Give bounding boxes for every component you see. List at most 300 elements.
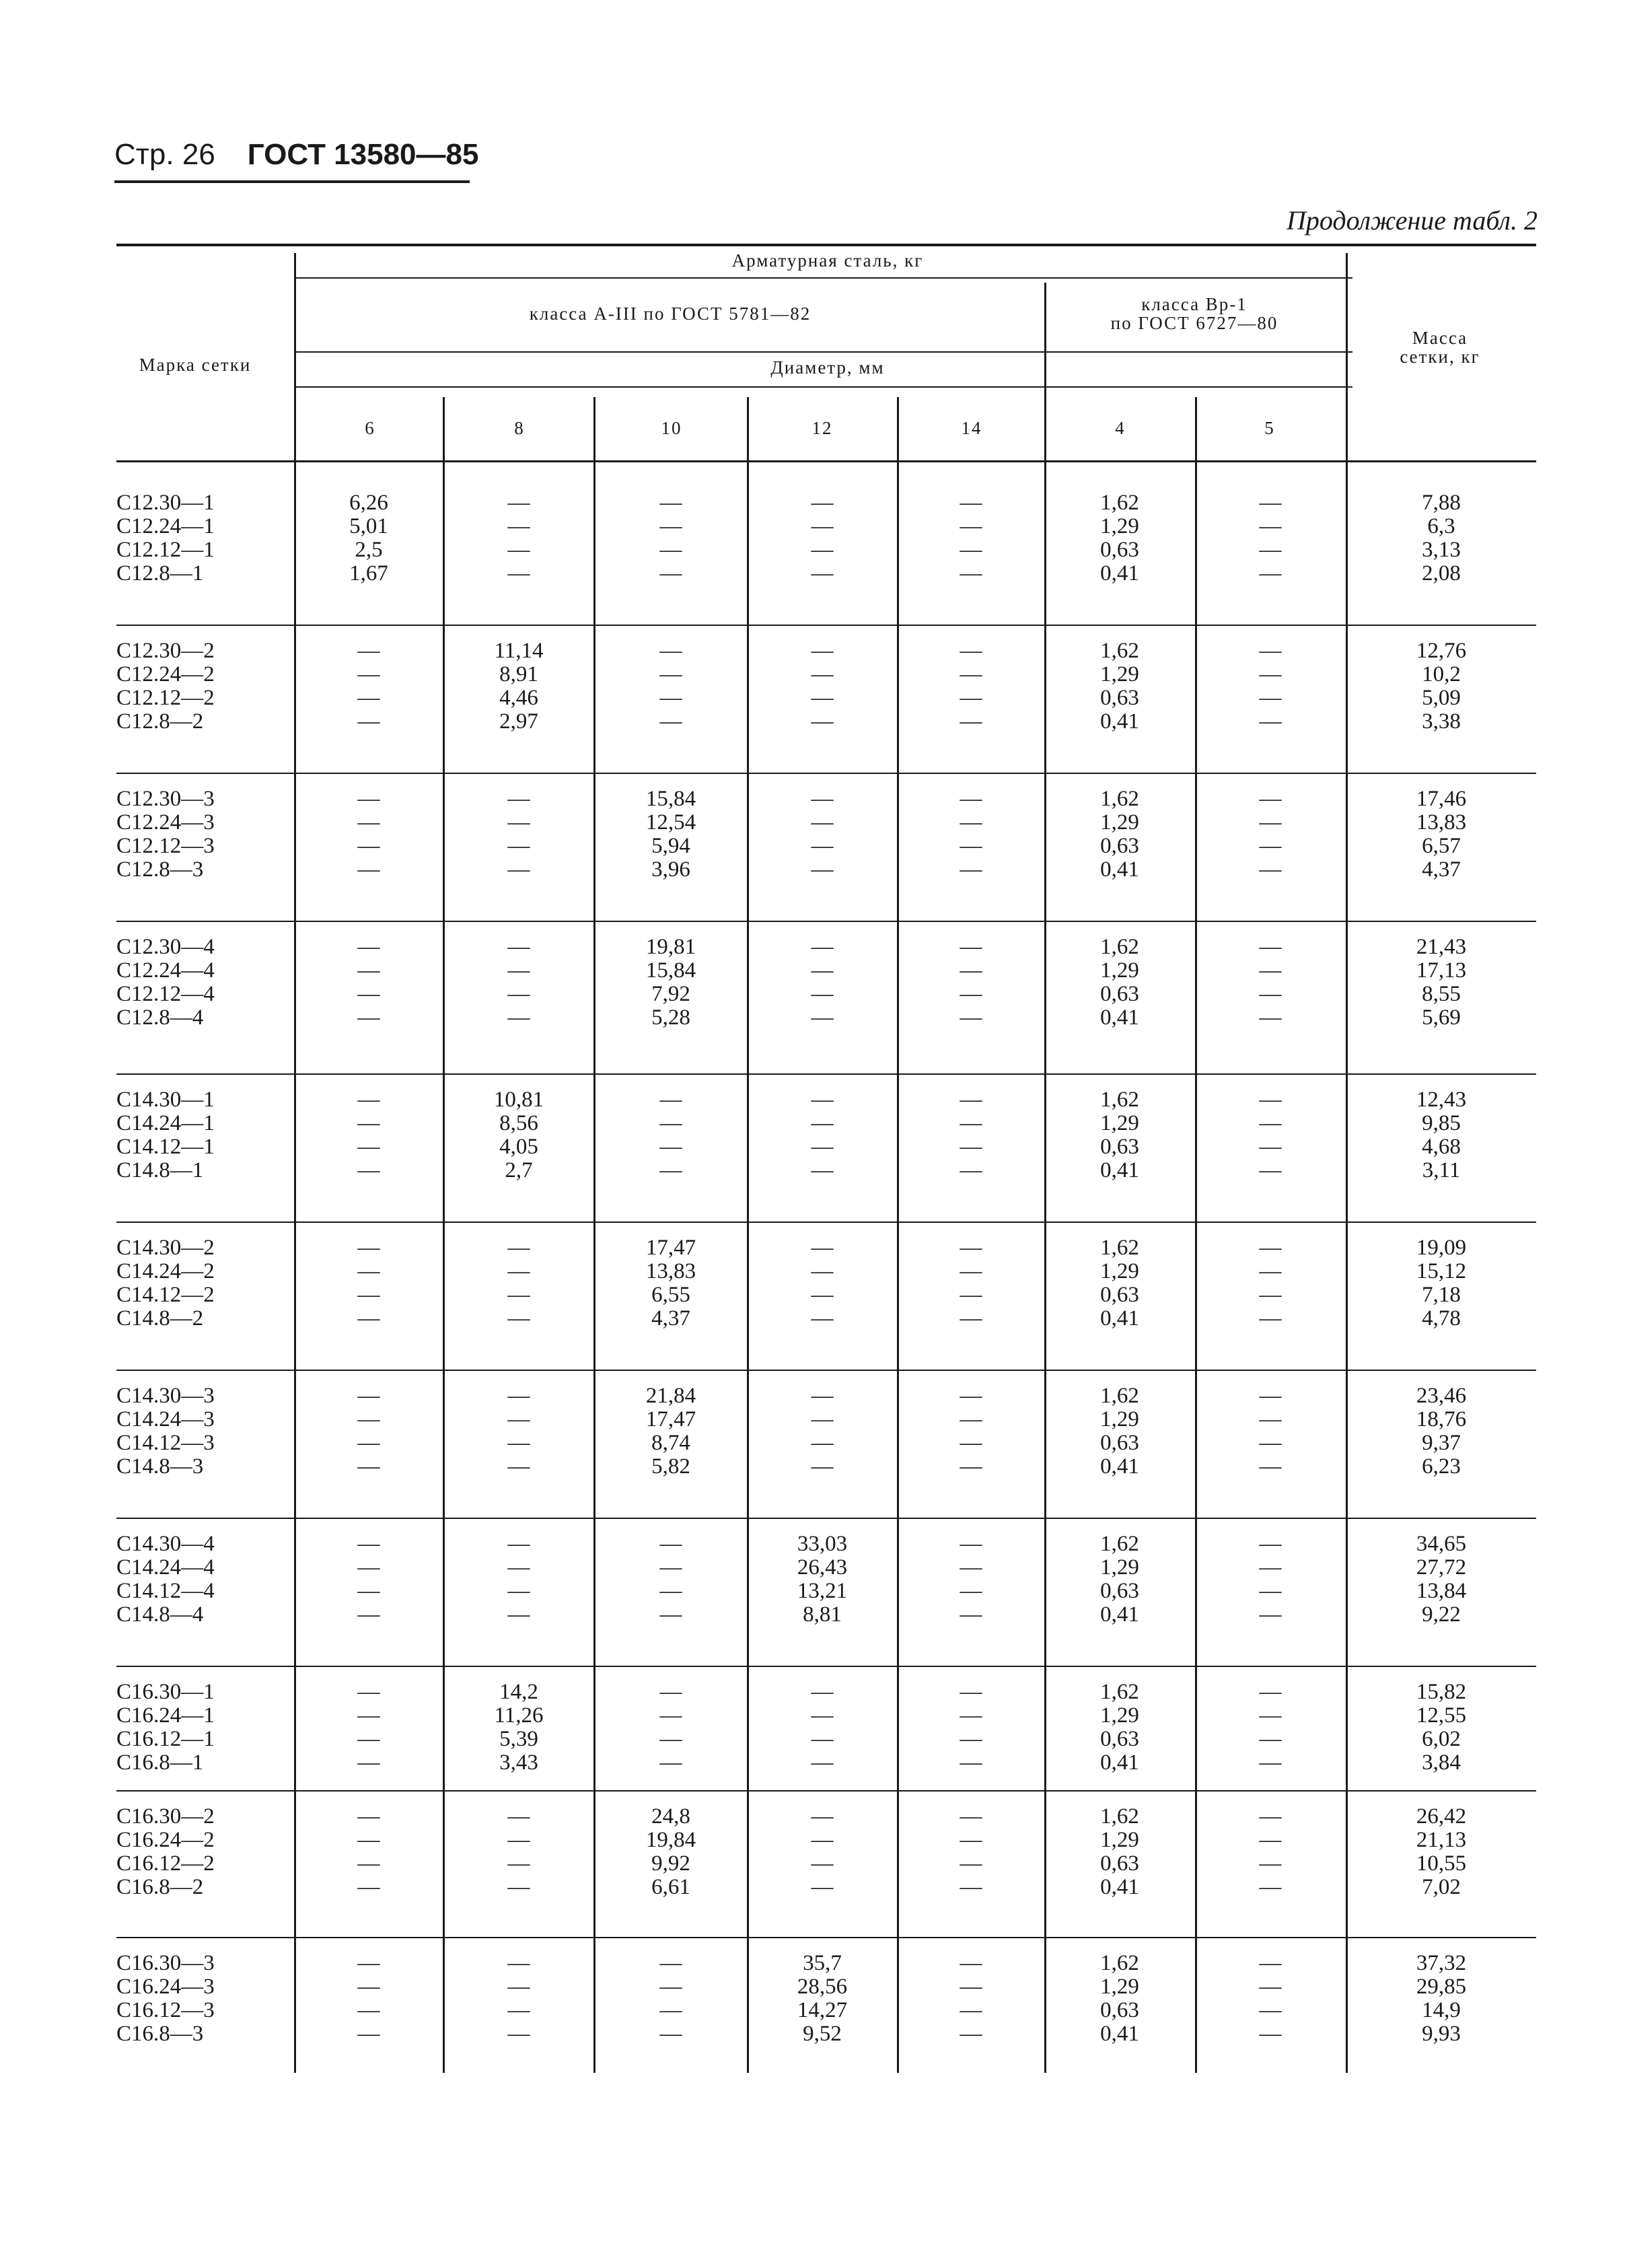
cell-d6: — (357, 857, 380, 882)
cell-d5: — (1259, 1851, 1282, 1876)
cell-d8: — (507, 787, 530, 811)
cell-mark: С12.12—2 (116, 686, 215, 710)
cell-d4: 0,63 (1100, 686, 1139, 710)
cell-d5: — (1259, 958, 1282, 983)
cell-d12: — (811, 935, 834, 959)
cell-d14: — (960, 1727, 982, 1751)
cell-mark: С14.8—3 (116, 1454, 204, 1479)
cell-d6: — (357, 1703, 380, 1728)
cell-d6: — (357, 1602, 380, 1627)
cell-d6: — (357, 686, 380, 710)
cell-d5: — (1259, 1135, 1282, 1159)
cell-d5: — (1259, 1555, 1282, 1580)
cell-d12: — (811, 1680, 834, 1704)
cell-d14: — (960, 1851, 982, 1876)
cell-d14: — (960, 834, 982, 858)
cell-d4: 0,41 (1100, 1602, 1139, 1627)
cell-d10: 5,94 (651, 834, 690, 858)
cell-d4: 0,41 (1100, 1750, 1139, 1775)
cell-d14: — (960, 1283, 982, 1307)
cell-mark: С12.8—3 (116, 857, 204, 882)
cell-d10: 8,74 (651, 1431, 690, 1455)
group-separator (116, 1370, 1536, 1371)
cell-d14: — (960, 491, 982, 515)
cell-mass: 6,23 (1422, 1454, 1461, 1479)
cell-d6: — (357, 1005, 380, 1030)
cell-d14: — (960, 639, 982, 663)
cell-mass: 9,85 (1422, 1111, 1461, 1135)
group-separator (116, 1790, 1536, 1792)
cell-d4: 1,29 (1100, 514, 1139, 538)
cell-d10: 3,96 (651, 857, 690, 882)
cell-d12: — (811, 1875, 834, 1899)
cell-d8: 5,39 (499, 1727, 538, 1751)
cell-d8: 3,43 (499, 1750, 538, 1775)
cell-d5: — (1259, 810, 1282, 835)
cell-d4: 0,63 (1100, 1579, 1139, 1603)
cell-d10: 17,47 (645, 1407, 696, 1431)
cell-d10: 7,92 (651, 982, 690, 1006)
cell-d14: — (960, 1532, 982, 1556)
cell-d10: 17,47 (645, 1236, 696, 1260)
cell-d5: — (1259, 1431, 1282, 1455)
cell-d12: — (811, 709, 834, 734)
cell-d8: — (507, 2022, 530, 2046)
cell-d5: — (1259, 1454, 1282, 1479)
cell-d5: — (1259, 491, 1282, 515)
cell-mass: 6,57 (1422, 834, 1461, 858)
cell-d4: 0,41 (1100, 709, 1139, 734)
cell-mark: С16.12—3 (116, 1998, 215, 2022)
cell-d10: 12,54 (645, 810, 696, 835)
cell-d4: 1,62 (1100, 787, 1139, 811)
cell-d5: — (1259, 2022, 1282, 2046)
cell-mass: 17,46 (1416, 787, 1467, 811)
cell-d6: — (357, 1828, 380, 1852)
cell-mass: 15,82 (1416, 1680, 1467, 1704)
cell-d8: — (507, 1283, 530, 1307)
cell-d8: 4,05 (499, 1135, 538, 1159)
cell-mark: С14.30—4 (116, 1532, 215, 1556)
cell-d5: — (1259, 514, 1282, 538)
column-rule-d12-d14 (897, 397, 899, 2073)
cell-d4: 1,29 (1100, 1555, 1139, 1580)
cell-d6: — (357, 1306, 380, 1331)
cell-d4: 0,41 (1100, 1005, 1139, 1030)
cell-d10: — (659, 1602, 682, 1627)
cell-mark: С14.8—2 (116, 1306, 204, 1331)
cell-d10: 19,84 (645, 1828, 696, 1852)
cell-mass: 17,13 (1416, 958, 1467, 983)
cell-mark: С12.30—4 (116, 935, 215, 959)
cell-d14: — (960, 810, 982, 835)
cell-d6: — (357, 958, 380, 983)
cell-d10: — (659, 514, 682, 538)
cell-d8: — (507, 1005, 530, 1030)
cell-d12: — (811, 561, 834, 586)
cell-mark: С12.12—1 (116, 538, 215, 562)
cell-mass: 5,69 (1422, 1005, 1461, 1030)
cell-d8: — (507, 834, 530, 858)
cell-d6: — (357, 1579, 380, 1603)
header-diam-10: 10 (661, 418, 682, 438)
cell-mark: С14.12—3 (116, 1431, 215, 1455)
cell-d8: — (507, 1851, 530, 1876)
cell-mark: С12.24—4 (116, 958, 215, 983)
cell-mark: С16.30—3 (116, 1951, 215, 1975)
cell-d12: 8,81 (803, 1602, 842, 1627)
column-rule-d10-d12 (747, 397, 749, 2073)
cell-mark: С16.30—2 (116, 1804, 215, 1829)
cell-d6: — (357, 1384, 380, 1408)
cell-d14: — (960, 686, 982, 710)
cell-d12: — (811, 514, 834, 538)
cell-mark: С12.24—1 (116, 514, 215, 538)
cell-d14: — (960, 1875, 982, 1899)
cell-d10: 19,81 (645, 935, 696, 959)
cell-mass: 10,2 (1422, 662, 1461, 686)
cell-d8: — (507, 1431, 530, 1455)
cell-d14: — (960, 935, 982, 959)
cell-mark: С14.24—2 (116, 1259, 215, 1283)
cell-mass: 3,84 (1422, 1750, 1461, 1775)
cell-d10: 6,61 (651, 1875, 690, 1899)
cell-d4: 1,29 (1100, 1111, 1139, 1135)
cell-d12: — (811, 1111, 834, 1135)
cell-mass: 37,32 (1416, 1951, 1467, 1975)
cell-mark: С16.24—2 (116, 1828, 215, 1852)
cell-d10: — (659, 491, 682, 515)
cell-d14: — (960, 538, 982, 562)
group-separator (116, 1666, 1536, 1667)
cell-d8: 2,97 (499, 709, 538, 734)
cell-d10: 13,83 (645, 1259, 696, 1283)
cell-d5: — (1259, 1283, 1282, 1307)
cell-mark: С12.30—1 (116, 491, 215, 515)
cell-d12: — (811, 958, 834, 983)
cell-mark: С12.24—3 (116, 810, 215, 835)
group-separator (116, 1221, 1536, 1223)
cell-d6: — (357, 1283, 380, 1307)
group-separator (116, 921, 1536, 922)
cell-d14: — (960, 1454, 982, 1479)
cell-d4: 0,41 (1100, 2022, 1139, 2046)
cell-d8: — (507, 935, 530, 959)
cell-mass: 5,09 (1422, 686, 1461, 710)
cell-d14: — (960, 1306, 982, 1331)
cell-d12: 33,03 (797, 1532, 848, 1556)
cell-d4: 1,62 (1100, 1532, 1139, 1556)
cell-d12: — (811, 1135, 834, 1159)
cell-d14: — (960, 1111, 982, 1135)
cell-d5: — (1259, 857, 1282, 882)
cell-d6: — (357, 1259, 380, 1283)
cell-d8: — (507, 1236, 530, 1260)
header-diam-5: 5 (1264, 418, 1275, 438)
cell-d12: — (811, 1851, 834, 1876)
cell-d10: — (659, 639, 682, 663)
cell-d6: 2,5 (355, 538, 383, 562)
cell-d14: — (960, 982, 982, 1006)
cell-mark: С14.12—2 (116, 1283, 215, 1307)
cell-d14: — (960, 958, 982, 983)
cell-d10: — (659, 1579, 682, 1603)
cell-d4: 1,62 (1100, 1384, 1139, 1408)
cell-d10: — (659, 709, 682, 734)
cell-d12: — (811, 491, 834, 515)
cell-mark: С14.12—1 (116, 1135, 215, 1159)
cell-d14: — (960, 1804, 982, 1829)
cell-d12: — (811, 1407, 834, 1431)
cell-d10: 5,28 (651, 1005, 690, 1030)
cell-d5: — (1259, 1088, 1282, 1112)
cell-d14: — (960, 709, 982, 734)
cell-d8: — (507, 1875, 530, 1899)
cell-d14: — (960, 1703, 982, 1728)
cell-d14: — (960, 1680, 982, 1704)
cell-d14: — (960, 1750, 982, 1775)
cell-d5: — (1259, 1579, 1282, 1603)
cell-d6: — (357, 2022, 380, 2046)
header-class-bp1-line2: по ГОСТ 6727—80 (1110, 313, 1278, 333)
cell-d8: — (507, 1306, 530, 1331)
cell-d4: 1,62 (1100, 1088, 1139, 1112)
cell-d5: — (1259, 561, 1282, 586)
cell-d5: — (1259, 1259, 1282, 1283)
cell-mark: С14.30—2 (116, 1236, 215, 1260)
cell-d6: — (357, 1135, 380, 1159)
cell-d10: — (659, 538, 682, 562)
cell-d10: 4,37 (651, 1306, 690, 1331)
cell-d4: 0,41 (1100, 1306, 1139, 1331)
cell-d8: — (507, 538, 530, 562)
cell-d14: — (960, 1431, 982, 1455)
cell-d10: — (659, 561, 682, 586)
cell-d6: — (357, 1951, 380, 1975)
cell-d12: — (811, 1236, 834, 1260)
cell-d4: 0,63 (1100, 538, 1139, 562)
cell-d4: 0,63 (1100, 982, 1139, 1006)
cell-d8: — (507, 1259, 530, 1283)
cell-mass: 6,3 (1427, 514, 1455, 538)
cell-mark: С14.8—1 (116, 1158, 204, 1182)
cell-mass: 3,38 (1422, 709, 1461, 734)
cell-d8: 11,26 (494, 1703, 544, 1728)
cell-d12: 14,27 (797, 1998, 848, 2022)
cell-d14: — (960, 514, 982, 538)
cell-d5: — (1259, 1532, 1282, 1556)
header-steel: Арматурная сталь, кг (731, 250, 924, 271)
cell-d12: — (811, 639, 834, 663)
cell-d4: 1,62 (1100, 491, 1139, 515)
cell-d5: — (1259, 1384, 1282, 1408)
cell-mass: 21,43 (1416, 935, 1467, 959)
cell-mass: 6,02 (1422, 1727, 1461, 1751)
cell-d12: 26,43 (797, 1555, 848, 1580)
header-class-bp1-line1: класса Вр-1 (1141, 294, 1248, 314)
group-separator (116, 773, 1536, 774)
cell-d8: — (507, 982, 530, 1006)
cell-d4: 0,63 (1100, 1135, 1139, 1159)
cell-mass: 10,55 (1416, 1851, 1467, 1876)
cell-d4: 1,62 (1100, 935, 1139, 959)
cell-d5: — (1259, 538, 1282, 562)
cell-d5: — (1259, 1703, 1282, 1728)
cell-d4: 0,41 (1100, 561, 1139, 586)
cell-d4: 1,29 (1100, 1975, 1139, 1999)
cell-d10: 6,55 (651, 1283, 690, 1307)
cell-d14: — (960, 1555, 982, 1580)
cell-d8: — (507, 561, 530, 586)
cell-mark: С12.30—3 (116, 787, 215, 811)
cell-d8: 10,81 (493, 1088, 544, 1112)
cell-d4: 0,41 (1100, 857, 1139, 882)
cell-mark: С12.8—2 (116, 709, 204, 734)
cell-d10: — (659, 1158, 682, 1182)
cell-d6: — (357, 1111, 380, 1135)
cell-d12: — (811, 1454, 834, 1479)
header-underline (114, 180, 470, 183)
cell-d8: — (507, 1555, 530, 1580)
cell-d5: — (1259, 1158, 1282, 1182)
cell-d6: — (357, 787, 380, 811)
cell-d4: 0,63 (1100, 1283, 1139, 1307)
cell-d5: — (1259, 639, 1282, 663)
cell-d10: — (659, 686, 682, 710)
cell-d10: — (659, 1951, 682, 1975)
cell-d4: 1,29 (1100, 1703, 1139, 1728)
cell-d12: — (811, 1088, 834, 1112)
cell-mark: С16.12—2 (116, 1851, 215, 1876)
cell-d12: — (811, 810, 834, 835)
cell-mark: С14.24—1 (116, 1111, 215, 1135)
cell-d4: 1,29 (1100, 1828, 1139, 1852)
cell-d12: — (811, 1259, 834, 1283)
cell-d4: 1,29 (1100, 958, 1139, 983)
cell-d8: — (507, 958, 530, 983)
cell-d6: 6,26 (349, 491, 388, 515)
group-separator (116, 1937, 1536, 1938)
cell-d12: — (811, 1727, 834, 1751)
cell-d4: 1,62 (1100, 1680, 1139, 1704)
cell-mass: 12,55 (1416, 1703, 1467, 1728)
cell-d12: — (811, 1306, 834, 1331)
cell-d8: — (507, 1532, 530, 1556)
cell-d8: — (507, 1602, 530, 1627)
cell-d6: — (357, 982, 380, 1006)
cell-d4: 1,29 (1100, 1259, 1139, 1283)
cell-mark: С16.8—3 (116, 2022, 204, 2046)
cell-mark: С14.24—4 (116, 1555, 215, 1580)
column-rule-mark (294, 253, 296, 2073)
cell-d5: — (1259, 1602, 1282, 1627)
cell-d10: — (659, 1111, 682, 1135)
cell-d4: 1,29 (1100, 662, 1139, 686)
cell-d6: — (357, 1975, 380, 1999)
cell-d10: — (659, 1555, 682, 1580)
cell-d4: 0,63 (1100, 1727, 1139, 1751)
page-label: Стр. 26 (114, 138, 215, 171)
cell-d10: — (659, 2022, 682, 2046)
cell-d6: — (357, 1407, 380, 1431)
cell-d12: — (811, 1750, 834, 1775)
cell-d6: — (357, 1454, 380, 1479)
cell-d12: — (811, 538, 834, 562)
cell-d5: — (1259, 834, 1282, 858)
cell-d14: — (960, 1998, 982, 2022)
cell-d8: — (507, 1951, 530, 1975)
cell-mark: С16.24—3 (116, 1975, 215, 1999)
cell-mass: 23,46 (1416, 1384, 1467, 1408)
cell-d4: 0,41 (1100, 1158, 1139, 1182)
cell-mass: 13,84 (1416, 1579, 1467, 1603)
cell-d6: — (357, 810, 380, 835)
cell-d6: — (357, 1727, 380, 1751)
cell-mass: 4,68 (1422, 1135, 1461, 1159)
cell-mark: С14.8—4 (116, 1602, 204, 1627)
cell-d5: — (1259, 1828, 1282, 1852)
cell-mass: 34,65 (1416, 1532, 1467, 1556)
cell-mass: 7,18 (1422, 1283, 1461, 1307)
cell-d6: — (357, 1998, 380, 2022)
cell-mass: 14,9 (1422, 1998, 1461, 2022)
cell-mark: С16.12—1 (116, 1727, 215, 1751)
cell-d12: — (811, 1703, 834, 1728)
cell-d5: — (1259, 1975, 1282, 1999)
cell-d6: — (357, 1750, 380, 1775)
cell-d4: 1,62 (1100, 1236, 1139, 1260)
cell-d5: — (1259, 1951, 1282, 1975)
cell-d5: — (1259, 1750, 1282, 1775)
cell-d10: 24,8 (651, 1804, 690, 1829)
cell-d14: — (960, 1088, 982, 1112)
cell-d5: — (1259, 686, 1282, 710)
cell-d8: — (507, 1998, 530, 2022)
cell-d12: — (811, 1005, 834, 1030)
cell-d10: 15,84 (645, 787, 696, 811)
cell-d5: — (1259, 1306, 1282, 1331)
cell-d12: — (811, 686, 834, 710)
column-rule-d8-d10 (593, 397, 595, 2073)
cell-mark: С12.8—4 (116, 1005, 204, 1030)
cell-mark: С14.30—3 (116, 1384, 215, 1408)
cell-d12: — (811, 834, 834, 858)
cell-d6: — (357, 662, 380, 686)
cell-mass: 4,78 (1422, 1306, 1461, 1331)
cell-d12: 35,7 (803, 1951, 842, 1975)
cell-d6: — (357, 1555, 380, 1580)
cell-d6: — (357, 709, 380, 734)
cell-d6: — (357, 935, 380, 959)
cell-mass: 4,37 (1422, 857, 1461, 882)
cell-mass: 12,43 (1416, 1088, 1467, 1112)
cell-mass: 9,22 (1422, 1602, 1461, 1627)
header-line-steel (296, 277, 1352, 279)
cell-mark: С14.12—4 (116, 1579, 215, 1603)
cell-d10: — (659, 1750, 682, 1775)
cell-d6: — (357, 639, 380, 663)
cell-d10: 15,84 (645, 958, 696, 983)
cell-d5: — (1259, 1998, 1282, 2022)
cell-d4: 0,63 (1100, 1851, 1139, 1876)
cell-d14: — (960, 1602, 982, 1627)
cell-d10: — (659, 1727, 682, 1751)
cell-d8: 14,2 (499, 1680, 538, 1704)
cell-d10: — (659, 1703, 682, 1728)
table-top-rule (116, 244, 1536, 246)
cell-mark: С16.8—1 (116, 1750, 204, 1775)
header-class-a3: класса А-III по ГОСТ 5781—82 (529, 304, 811, 324)
